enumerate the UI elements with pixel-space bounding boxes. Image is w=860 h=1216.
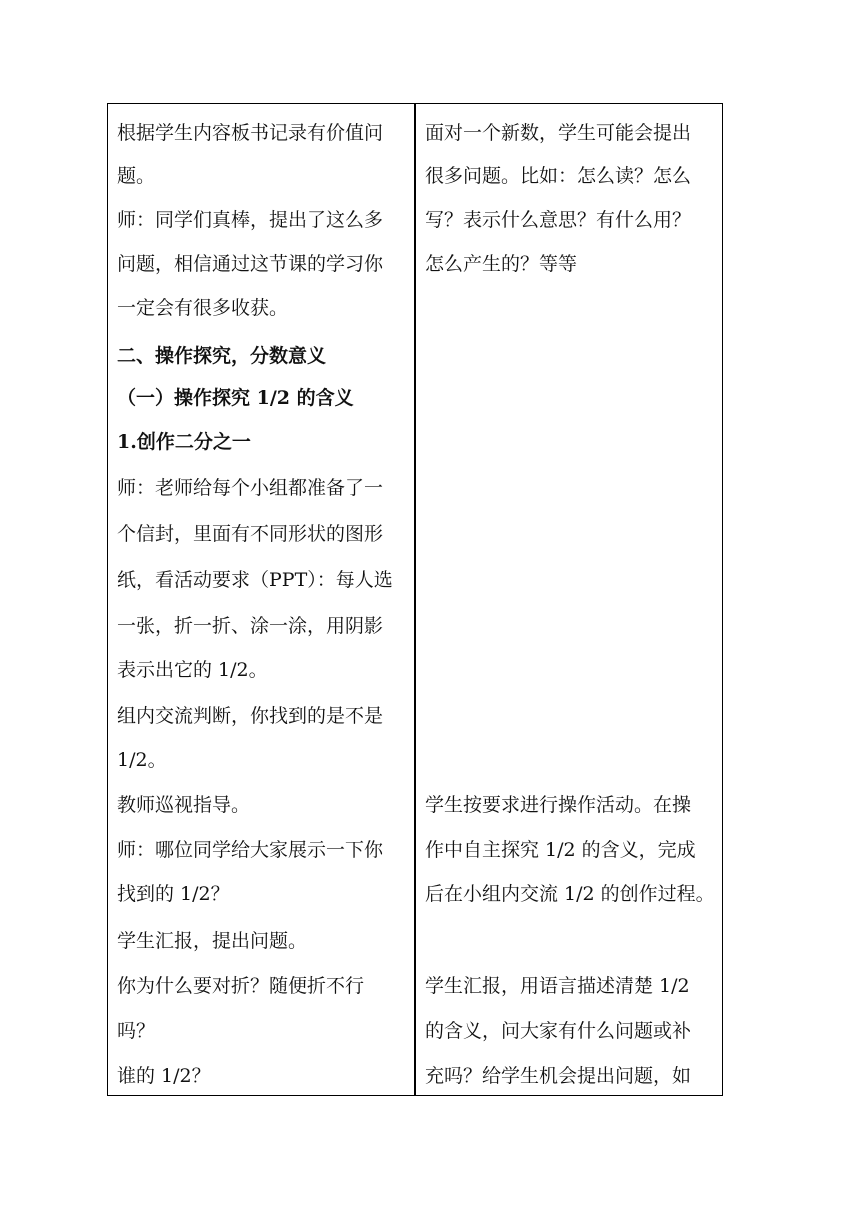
section-heading: 二、操作探究，分数意义 xyxy=(117,345,327,367)
text-line: 后在小组内交流 1/2 的创作过程。 xyxy=(425,883,715,905)
text-line: 纸，看活动要求（PPT）：每人选 xyxy=(117,569,393,591)
text-line: 师：同学们真棒，提出了这么多 xyxy=(117,209,384,231)
text-line: 作中自主探究 1/2 的含义，完成 xyxy=(425,839,696,861)
text-line: 找到的 1/2？ xyxy=(117,883,230,905)
text-line: 一张，折一折、涂一涂，用阴影 xyxy=(117,615,384,637)
text-line: 1/2。 xyxy=(117,749,167,771)
text-line: 怎么产生的？等等 xyxy=(425,253,578,275)
column-divider xyxy=(414,104,416,1095)
text-line: 师：老师给每个小组都准备了一 xyxy=(117,477,384,499)
text-line: 你为什么要对折？随便折不行 xyxy=(117,975,365,997)
text-line: 面对一个新数，学生可能会提出 xyxy=(425,122,692,144)
text-line: 学生汇报，用语言描述清楚 1/2 xyxy=(425,975,690,997)
text-line: 组内交流判断，你找到的是不是 xyxy=(117,705,384,727)
text-line: 教师巡视指导。 xyxy=(117,794,251,816)
text-line: 题。 xyxy=(117,165,156,187)
text-line: 学生汇报，提出问题。 xyxy=(117,930,308,952)
subsection-heading: （一）操作探究 1/2 的含义 xyxy=(117,387,354,409)
text-line: 一定会有很多收获。 xyxy=(117,297,289,319)
step-heading: 1.创作二分之一 xyxy=(117,431,251,453)
text-line: 吗？ xyxy=(117,1020,156,1042)
text-line: 问题，相信通过这节课的学习你 xyxy=(117,253,384,275)
text-line: 很多问题。比如：怎么读？怎么 xyxy=(425,165,692,187)
text-line: 根据学生内容板书记录有价值问 xyxy=(117,122,384,144)
text-line: 个信封，里面有不同形状的图形 xyxy=(117,523,384,545)
text-line: 的含义，问大家有什么问题或补 xyxy=(425,1020,692,1042)
text-line: 谁的 1/2？ xyxy=(117,1065,211,1087)
text-line: 师：哪位同学给大家展示一下你 xyxy=(117,839,384,861)
text-line: 表示出它的 1/2。 xyxy=(117,659,268,681)
text-line: 充吗？给学生机会提出问题，如 xyxy=(425,1065,692,1087)
lesson-table xyxy=(107,103,723,1096)
text-line: 写？表示什么意思？有什么用？ xyxy=(425,209,692,231)
text-line: 学生按要求进行操作活动。在操 xyxy=(425,794,692,816)
